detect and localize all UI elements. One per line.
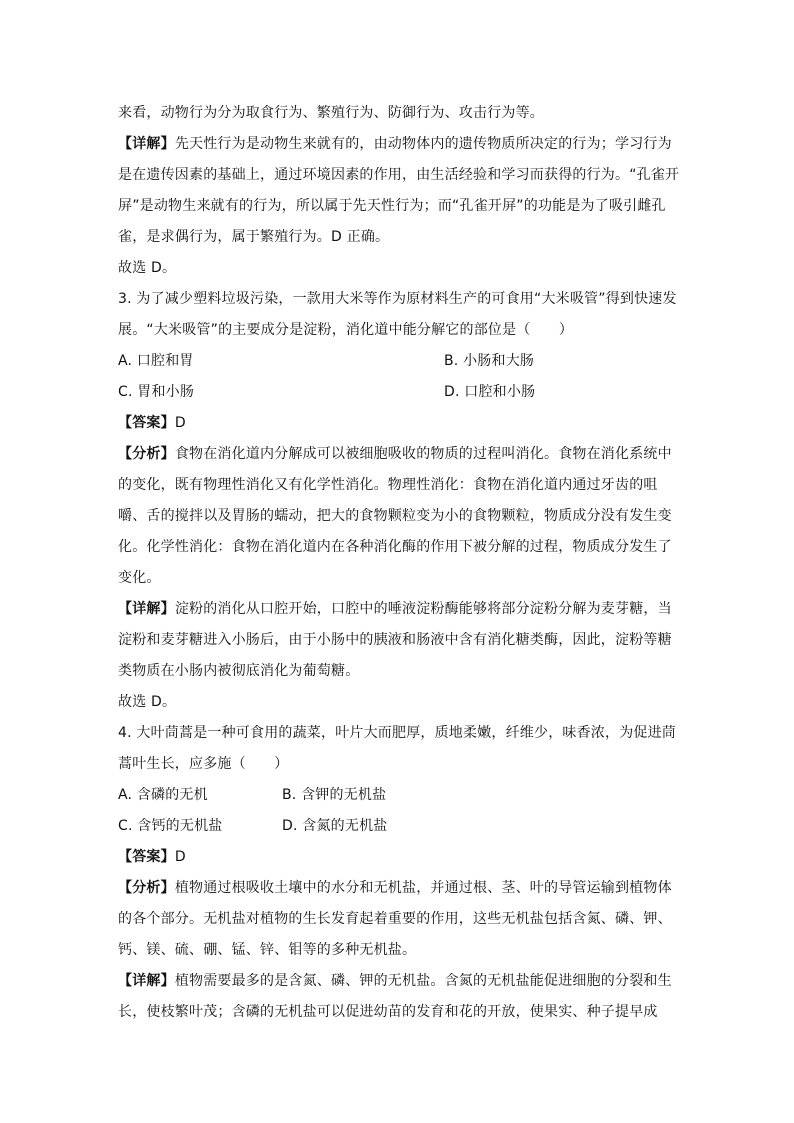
text-line: 的各个部分。无机盐对植物的生长发育起着重要的作用，这些无机盐包括含氮、磷、钾、 <box>118 911 672 927</box>
option-d: D. 含氮的无机盐 <box>282 818 388 834</box>
detail-tag: 【详解】 <box>118 601 175 617</box>
text-line: 变化。 <box>118 570 161 586</box>
conclusion-line: 故选 D。 <box>118 260 177 276</box>
option-a: A. 口腔和胃 <box>118 353 194 369</box>
answer-value: D <box>174 415 186 431</box>
answer-line <box>118 408 678 439</box>
options-row <box>118 346 678 377</box>
answer-line <box>118 842 678 873</box>
options-row <box>118 780 678 811</box>
option-b: B. 小肠和大肠 <box>444 353 535 369</box>
detail-text: 植物需要最多的是含氮、磷、钾的无机盐。含氮的无机盐能促进细胞的分裂和生 <box>174 973 672 989</box>
text-line: 屏”是动物生来就有的行为，所以属于先天性行为；而“孔雀开屏”的功能是为了吸引雌孔 <box>118 198 666 214</box>
text-line <box>118 129 678 160</box>
text-line: 的变化，既有物理性消化又有化学性消化。物理性消化：食物在消化道内通过牙齿的咀 <box>118 477 658 493</box>
text-line <box>118 966 678 997</box>
text-line: 长，使枝繁叶茂；含磷的无机盐可以促进幼苗的发育和花的开放，使果实、种子提早成 <box>118 1004 658 1020</box>
option-c: C. 含钙的无机盐 <box>118 818 223 834</box>
detail-text: 淀粉的消化从口腔开始，口腔中的唾液淀粉酶能够将部分淀粉分解为麦芽糖，当 <box>174 601 672 617</box>
text-line: 嚼、舌的搅拌以及胃肠的蠕动，把大的食物颗粒变为小的食物颗粒，物质成分没有发生变 <box>118 508 672 524</box>
detail-text: 先天性行为是动物生来就有的，由动物体内的遗传物质所决定的行为；学习行为 <box>174 136 672 152</box>
question-stem: 3. 为了减少塑料垃圾污染，一款用大米等作为原材料生产的可食用“大米吸管”得到快速发 <box>118 291 677 307</box>
text-line: 类物质在小肠内被彻底消化为葡萄糖。 <box>118 663 360 679</box>
option-c: C. 胃和小肠 <box>118 384 195 400</box>
text-line: 来看，动物行为分为取食行为、繁殖行为、防御行为、攻击行为等。 <box>118 105 544 121</box>
question-stem: 蒿叶生长，应多施（ ） <box>118 756 289 772</box>
analysis-text: 植物通过根吸收土壤中的水分和无机盐，并通过根、茎、叶的导管运输到植物体 <box>174 880 672 896</box>
options-row <box>118 811 678 842</box>
detail-tag: 【详解】 <box>118 136 175 152</box>
option-d: D. 口腔和小肠 <box>444 384 536 400</box>
text-line: 雀，是求偶行为，属于繁殖行为。D 正确。 <box>118 229 390 245</box>
conclusion-line: 故选 D。 <box>118 694 177 710</box>
option-a: A. 含磷的无机 <box>118 787 208 803</box>
option-b: B. 含钾的无机盐 <box>282 787 387 803</box>
document-page <box>118 98 678 1028</box>
question-stem: 4. 大叶茼蒿是一种可食用的蔬菜，叶片大而肥厚，质地柔嫩，纤维少，味香浓，为促进茼 <box>118 725 677 741</box>
text-line <box>118 594 678 625</box>
question-stem: 展。“大米吸管”的主要成分是淀粉，消化道中能分解它的部位是（ ） <box>118 322 574 338</box>
text-line: 是在遗传因素的基础上，通过环境因素的作用，由生活经验和学习而获得的行为。“孔雀开 <box>118 167 680 183</box>
text-line: 化。化学性消化：食物在消化道内在各种消化酶的作用下被分解的过程，物质成分发生了 <box>118 539 672 555</box>
detail-tag: 【详解】 <box>118 973 175 989</box>
text-line: 淀粉和麦芽糖进入小肠后，由于小肠中的胰液和肠液中含有消化糖类酶，因此，淀粉等糖 <box>118 632 672 648</box>
analysis-tag: 【分析】 <box>118 446 175 462</box>
text-line <box>118 873 678 904</box>
answer-tag: 【答案】 <box>118 415 175 431</box>
answer-tag: 【答案】 <box>118 849 175 865</box>
answer-value: D <box>174 849 186 865</box>
text-line: 钙、镁、硫、硼、锰、锌、钼等的多种无机盐。 <box>118 942 417 958</box>
options-row <box>118 377 678 408</box>
analysis-text: 食物在消化道内分解成可以被细胞吸收的物质的过程叫消化。食物在消化系统中 <box>174 446 672 462</box>
analysis-tag: 【分析】 <box>118 880 175 896</box>
text-line <box>118 439 678 470</box>
